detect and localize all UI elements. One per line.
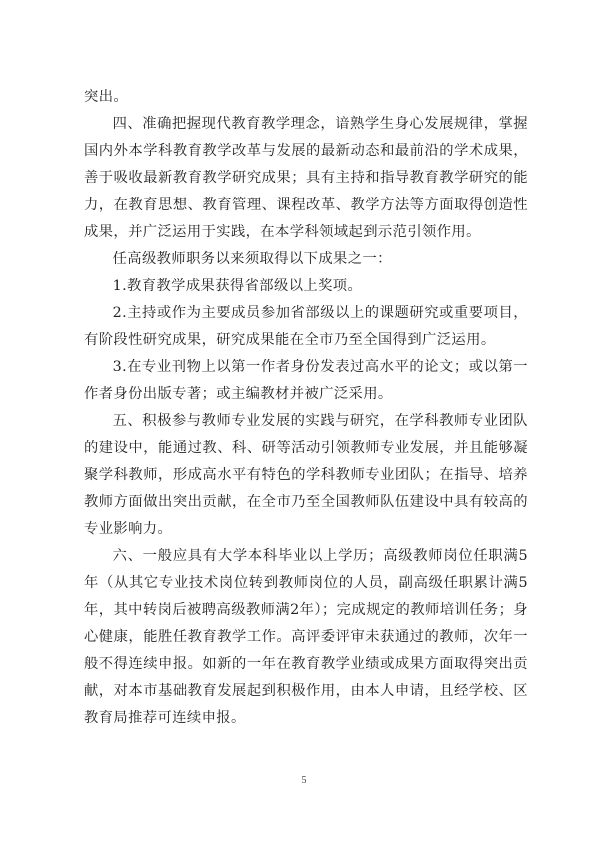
paragraph-achievement-3: 3.在专业刊物上以第一作者身份发表过高水平的论文；或以第一作者身份出版专著；或主编教材并被广泛采用。: [84, 359, 528, 402]
paragraph-item-four: 四、准确把握现代教育教学理念，谙熟学生身心发展规律，掌握国内外本学科教育教学改革与发展的最新动态和最前沿的学术成果，善于吸收最新教育教学研究成果；具有主持和指导教育教学研究的能力，在教育思想、教育管理、课程改革、教学方法等方面取得创造性成果，并广泛运用于实践，在本学科领域起到示范引领作用。: [84, 116, 528, 240]
paragraph-continuation: 突出。: [84, 89, 129, 105]
paragraph-achievements-intro: 任高级教师职务以来须取得以下成果之一：: [112, 251, 392, 267]
paragraph-item-six: 六、一般应具有大学本科毕业以上学历；高级教师岗位任职满5年（从其它专业技术岗位转到教师岗位的人员，副高级任职累计满5年，其中转岗后被聘高级教师满2年）；完成规定的教师培训任务；身心健康，能胜任教育教学工作。高评委评审未获通过的教师，次年一般不得连续申报。如新的一年在教育教学业绩或成果方面取得突出贡献，对本市基础教育发展起到积极作用，由本人申请，且经学校、区教育局推荐可连续申报。: [84, 548, 528, 726]
page-body: [84, 84, 528, 732]
paragraph-achievement-1: 1.教育教学成果获得省部级以上奖项。: [112, 278, 363, 294]
page-number: 5: [301, 775, 307, 786]
paragraph-achievement-2: 2.主持或作为主要成员参加省部级以上的课题研究或重要项目，有阶段性研究成果，研究成果能在全市乃至全国得到广泛运用。: [84, 305, 528, 348]
paragraph-item-five: 五、积极参与教师专业发展的实践与研究，在学科教师专业团队的建设中，能通过教、科、研等活动引领教师专业发展，并且能够凝聚学科教师，形成高水平有特色的学科教师专业团队；在指导、培养教师方面做出突出贡献，在全市乃至全国教师队伍建设中具有较高的专业影响力。: [84, 413, 528, 537]
